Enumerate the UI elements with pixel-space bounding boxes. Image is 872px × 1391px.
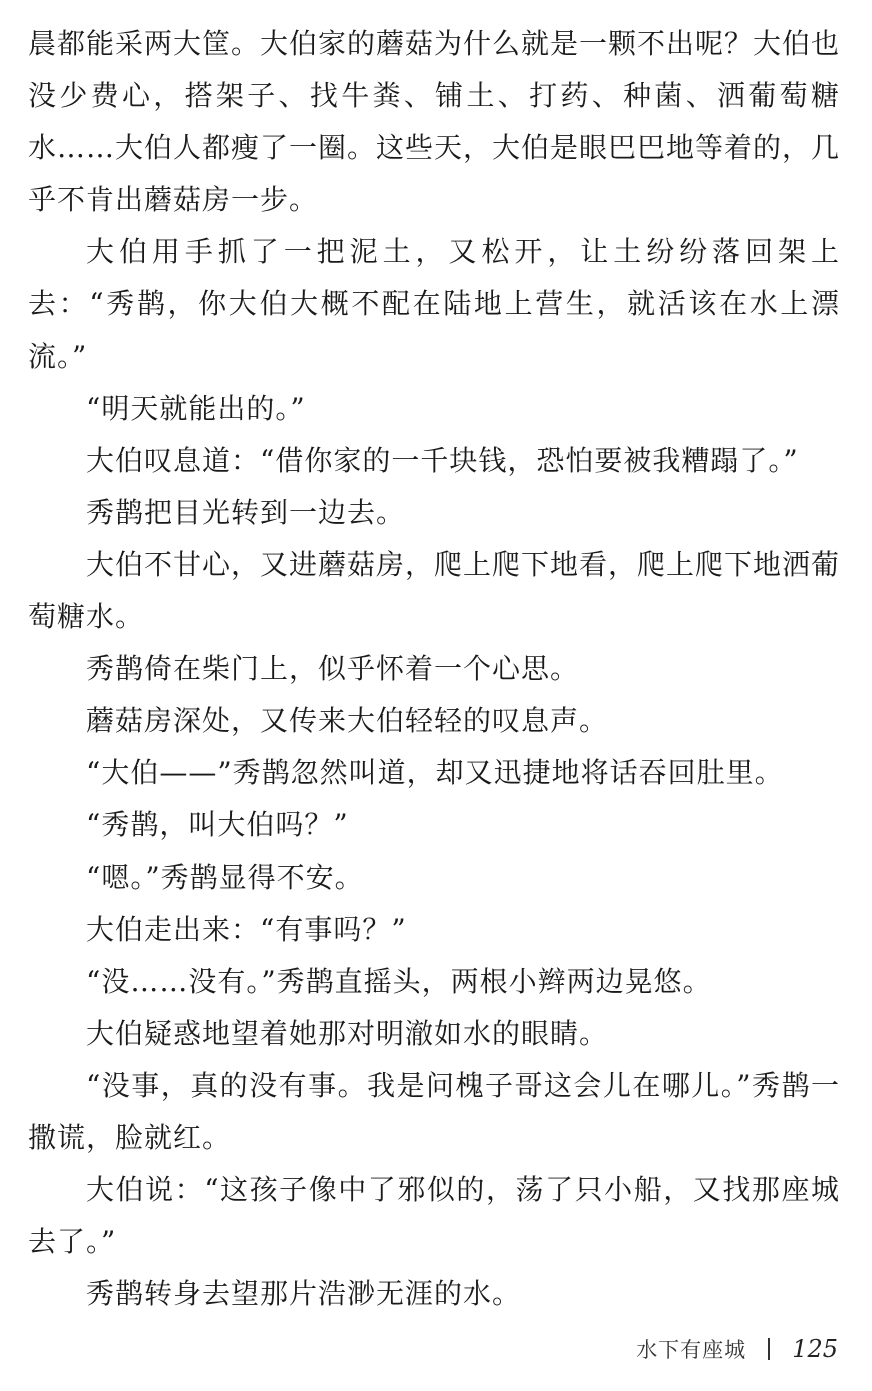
paragraph: 秀鹊倚在柴门上，似乎怀着一个心思。 <box>86 652 580 686</box>
paragraph: 大伯疑惑地望着她那对明澈如水的眼睛。 <box>86 1016 609 1050</box>
paragraph: 大伯用手抓了一把泥土，又松开，让土纷纷落回架上去：“秀鹊，你大伯大概不配在陆地上营生，就活该在水上漂流。” <box>28 235 840 373</box>
paragraph: 秀鹊转身去望那片浩渺无涯的水。 <box>86 1277 522 1311</box>
paragraph: “大伯——”秀鹊忽然叫道，却又迅捷地将话吞回肚里。 <box>86 756 784 790</box>
book-page-body <box>28 18 840 1320</box>
paragraph: 蘑菇房深处，又传来大伯轻轻的叹息声。 <box>86 704 609 738</box>
paragraph: 大伯不甘心，又进蘑菇房，爬上爬下地看，爬上爬下地洒葡萄糖水。 <box>28 547 841 634</box>
page-number: 125 <box>792 1335 838 1363</box>
paragraph: “没……没有。”秀鹊直摇头，两根小辫两边晃悠。 <box>86 964 712 998</box>
paragraph: 秀鹊把目光转到一边去。 <box>86 495 406 529</box>
paragraph: “明天就能出的。” <box>86 391 306 425</box>
page-footer <box>636 1331 838 1367</box>
footer-divider <box>768 1338 770 1360</box>
paragraph: 大伯叹息道：“借你家的一千块钱，恐怕要被我糟蹋了。” <box>86 443 799 477</box>
paragraph: 大伯说：“这孩子像中了邪似的，荡了只小船，又找那座城去了。” <box>28 1173 840 1259</box>
paragraph: 晨都能采两大筐。大伯家的蘑菇为什么就是一颗不出呢？大伯也没少费心，搭架子、找牛粪、铺土、打药、种菌、洒葡萄糖水……大伯人都瘦了一圈。这些天，大伯是眼巴巴地等着的，几乎不肯出蘑菇房一步。 <box>28 27 841 217</box>
running-title: 水下有座城 <box>636 1338 747 1362</box>
paragraph: “秀鹊，叫大伯吗？” <box>86 808 349 842</box>
paragraph: “没事，真的没有事。我是问槐子哥这会儿在哪儿。”秀鹊一撒谎，脸就红。 <box>28 1068 840 1154</box>
paragraph: “嗯。”秀鹊显得不安。 <box>86 860 364 894</box>
paragraph: 大伯走出来：“有事吗？” <box>86 912 407 946</box>
